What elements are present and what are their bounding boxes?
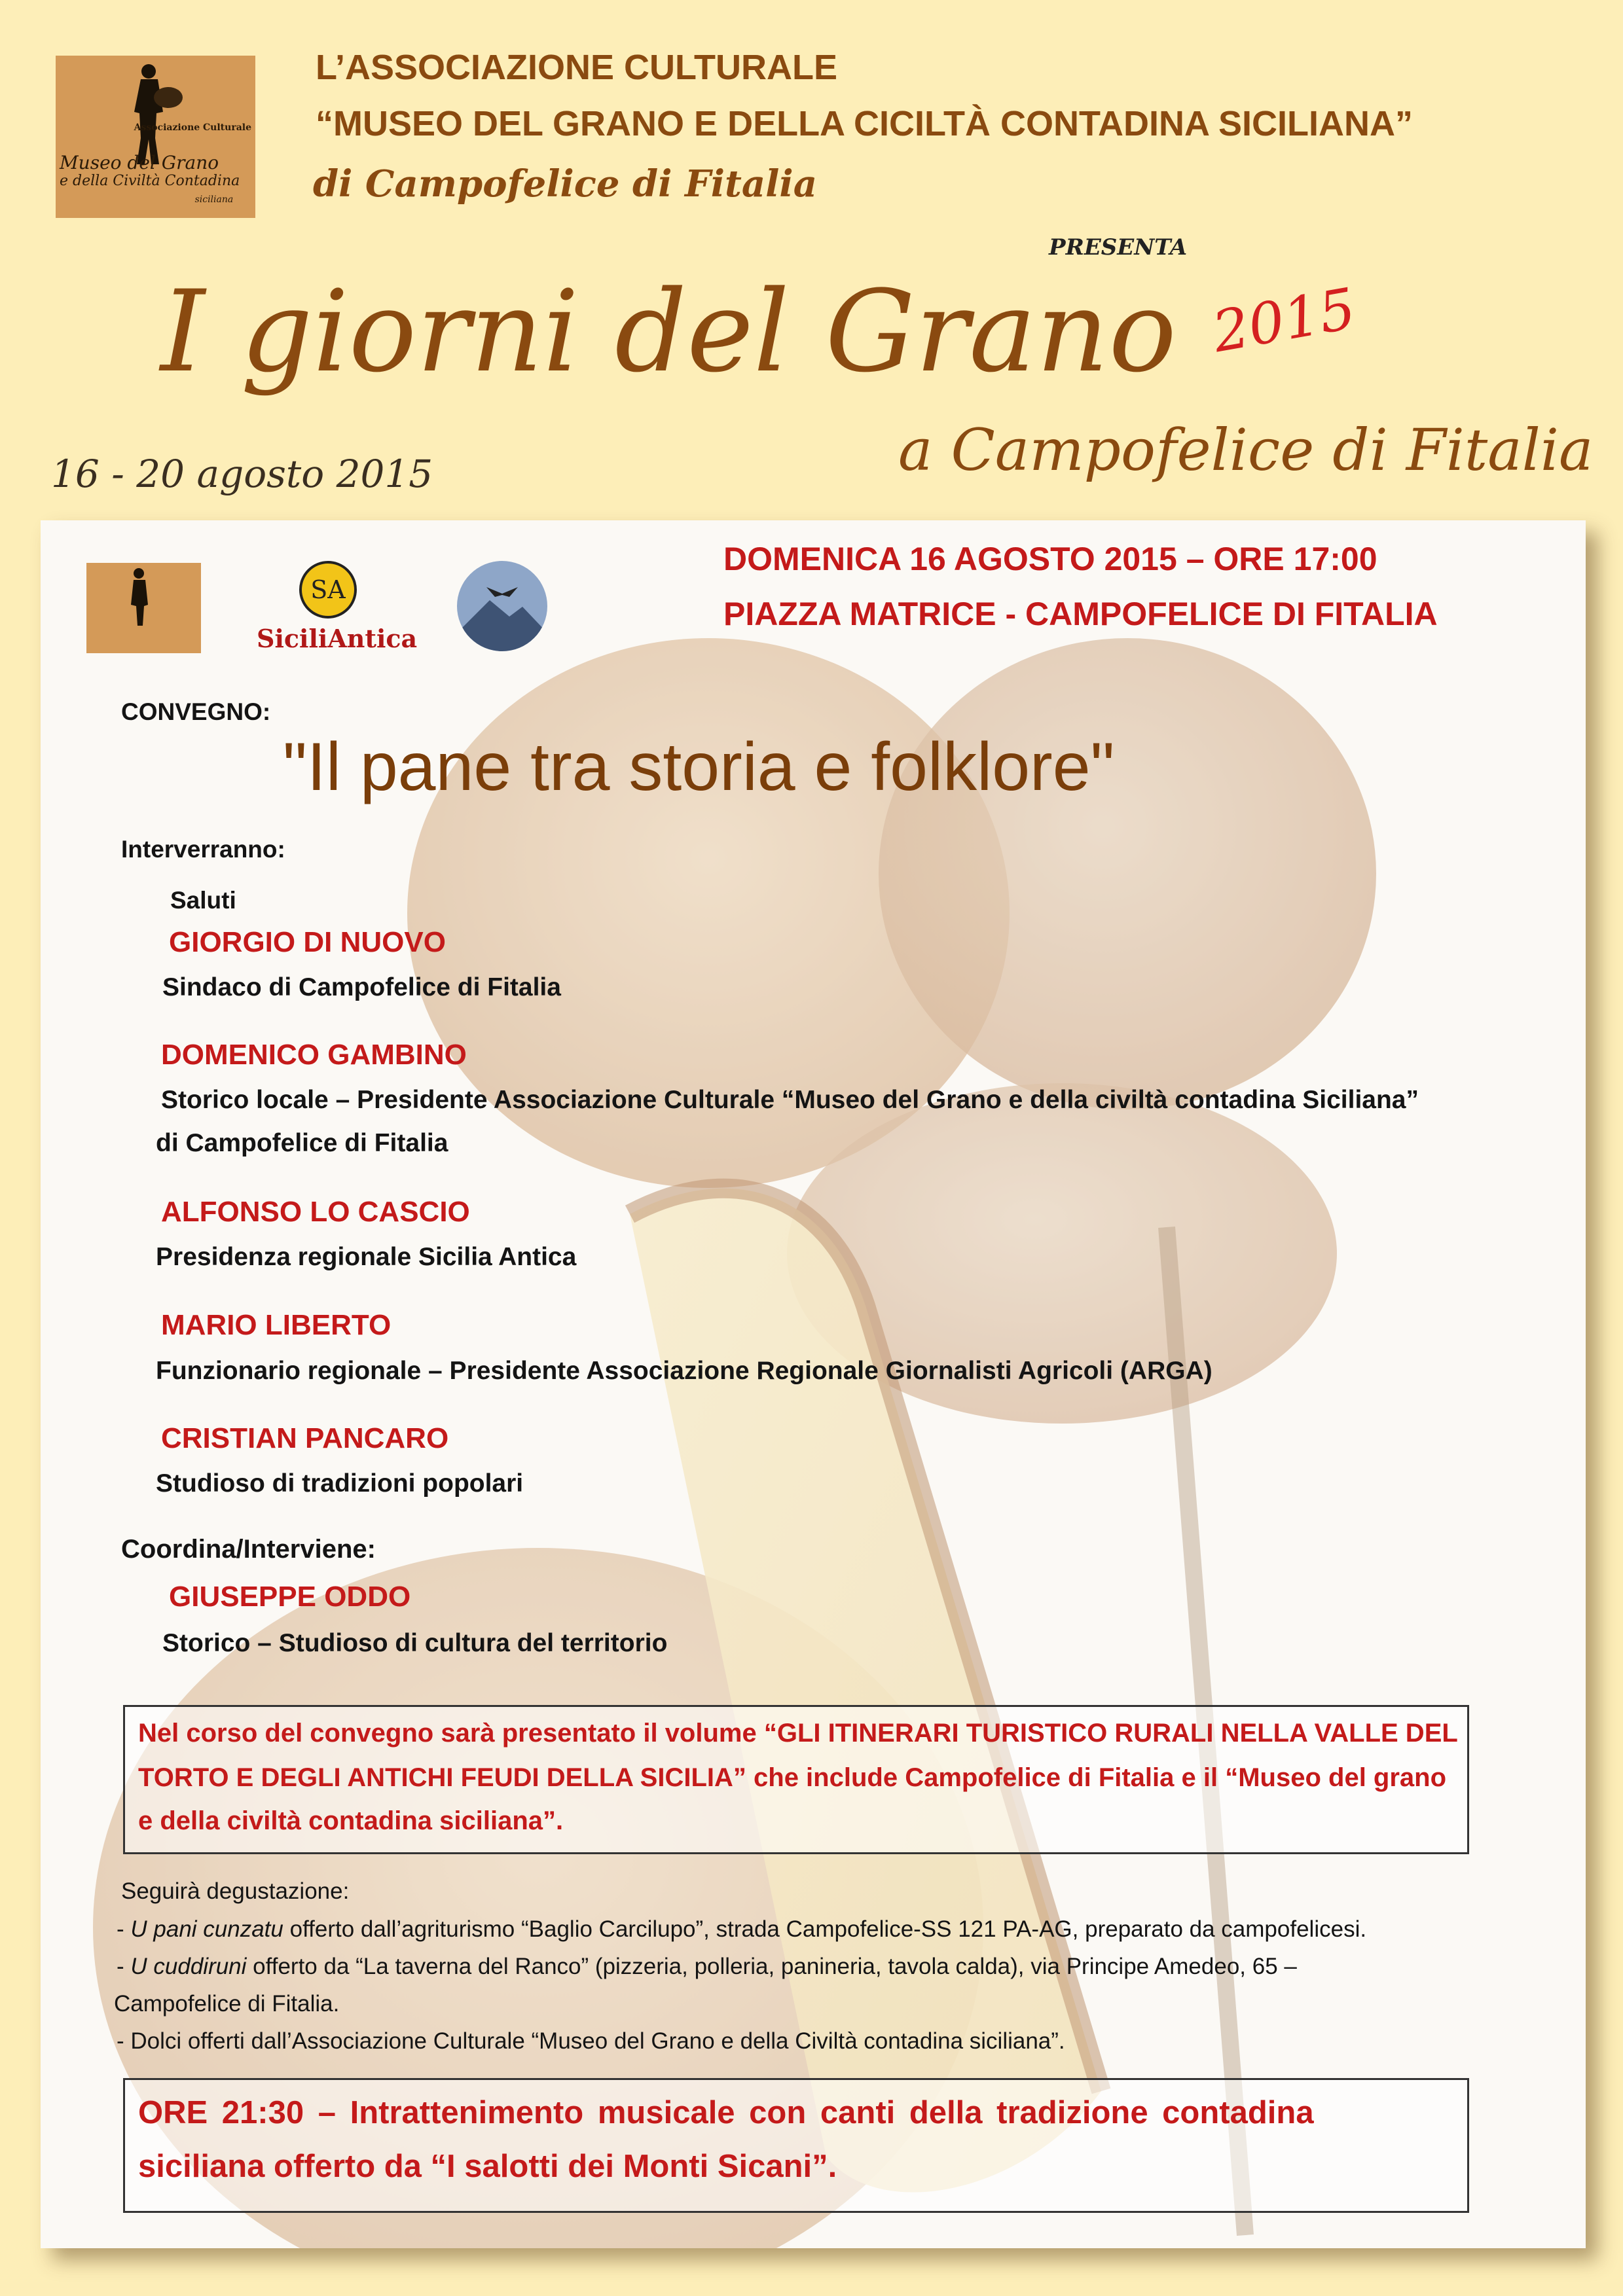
convegno-label: CONVEGNO: <box>121 698 271 725</box>
evening-program-box <box>123 2078 1469 2213</box>
association-small-logo <box>86 563 201 653</box>
title-place: a Campofelice di Fitalia <box>898 416 1594 484</box>
sicilia-antica-text: SiciliAntica <box>257 624 418 653</box>
convegno-title: "Il pane tra storia e folklore" <box>283 729 1115 805</box>
interverranno-label: Interverranno: <box>121 836 285 863</box>
main-title: I giorni del Grano <box>160 266 1177 397</box>
speaker-role: Studioso di tradizioni popolari <box>156 1469 524 1498</box>
mountain-emblem-logo <box>457 561 547 651</box>
header-line-3: di Campofelice di Fitalia <box>313 162 817 206</box>
association-logo <box>56 56 255 218</box>
degustazione-item: - U pani cunzatu offerto dall’agriturismo “Baglio Carcilupo”, strada Campofelice-SS 121 PA-AG, preparato da campofelicesi. <box>117 1916 1367 1942</box>
speaker-role: Funzionario regionale – Presidente Associazione Regionale Giornalisti Agricoli (ARGA) <box>156 1357 1213 1385</box>
speaker-name: DOMENICO GAMBINO <box>161 1039 467 1071</box>
festival-dates: 16 - 20 agosto 2015 <box>51 452 433 496</box>
coordina-label: Coordina/Interviene: <box>121 1535 376 1564</box>
speaker-role: Sindaco di Campofelice di Fitalia <box>162 973 561 1001</box>
degustazione-item: - U cuddiruni offerto da “La taverna del Ranco” (pizzeria, polleria, panineria, tavola calda), via Principe Amedeo, 65 – <box>117 1954 1297 1979</box>
event-datetime: DOMENICA 16 AGOSTO 2015 – ORE 17:00 <box>723 541 1377 577</box>
book-box-line: Nel corso del convegno sarà presentato il volume “GLI ITINERARI TURISTICO RURALI NELLA VALLE DEL <box>138 1719 1458 1748</box>
speaker-role: Storico locale – Presidente Associazione Culturale “Museo del Grano e della civiltà contadina Siciliana” <box>161 1086 1419 1114</box>
book-presentation-box <box>123 1705 1469 1854</box>
farmer-small-icon <box>86 563 201 653</box>
speaker-name: CRISTIAN PANCARO <box>161 1422 449 1454</box>
saluti-label: Saluti <box>170 887 236 914</box>
degustazione-label: Seguirà degustazione: <box>121 1878 350 1904</box>
presenta-label: PRESENTA <box>1049 234 1188 260</box>
logo-assoc-text: Associazione Culturale <box>134 122 251 133</box>
evening-line: ORE 21:30 – Intrattenimento musicale con canti della tradizione contadina <box>138 2095 1314 2130</box>
title-year: 2015 <box>1207 276 1360 366</box>
book-box-line: e della civiltà contadina siciliana”. <box>138 1806 564 1835</box>
speaker-name: GIORGIO DI NUOVO <box>169 926 446 958</box>
sa-badge: SA <box>299 561 357 619</box>
header-line-1: L’ASSOCIAZIONE CULTURALE <box>316 48 838 87</box>
degustazione-item: - Dolci offerti dall’Associazione Culturale “Museo del Grano e della Civiltà contadina siciliana”. <box>117 2028 1065 2054</box>
speaker-name: MARIO LIBERTO <box>161 1309 392 1341</box>
speaker-name: ALFONSO LO CASCIO <box>161 1196 470 1228</box>
bread-photo-panel <box>41 520 1586 2248</box>
speaker-role: Presidenza regionale Sicilia Antica <box>156 1243 577 1271</box>
header-line-2: “MUSEO DEL GRANO E DELLA CICILTÀ CONTADINA SICILIANA” <box>316 104 1413 143</box>
degustazione-item-continued: Campofelice di Fitalia. <box>114 1991 340 2017</box>
book-box-line: TORTO E DEGLI ANTICHI FEUDI DELLA SICILIA” che include Campofelice di Fitalia e il “Museo del grano <box>138 1763 1447 1792</box>
eagle-mountain-icon <box>457 561 547 651</box>
sicilia-antica-logo <box>257 561 418 659</box>
logo-museo-text: Museo del Grano e della Civiltà Contadina siciliana <box>60 152 240 205</box>
event-location: PIAZZA MATRICE - CAMPOFELICE DI FITALIA <box>723 596 1438 632</box>
speaker-role-continued: di Campofelice di Fitalia <box>156 1129 448 1157</box>
coordinator-role: Storico – Studioso di cultura del territorio <box>162 1629 668 1657</box>
coordinator-name: GIUSEPPE ODDO <box>169 1581 411 1613</box>
evening-line: siciliana offerto da “I salotti dei Monti Sicani”. <box>138 2149 837 2184</box>
